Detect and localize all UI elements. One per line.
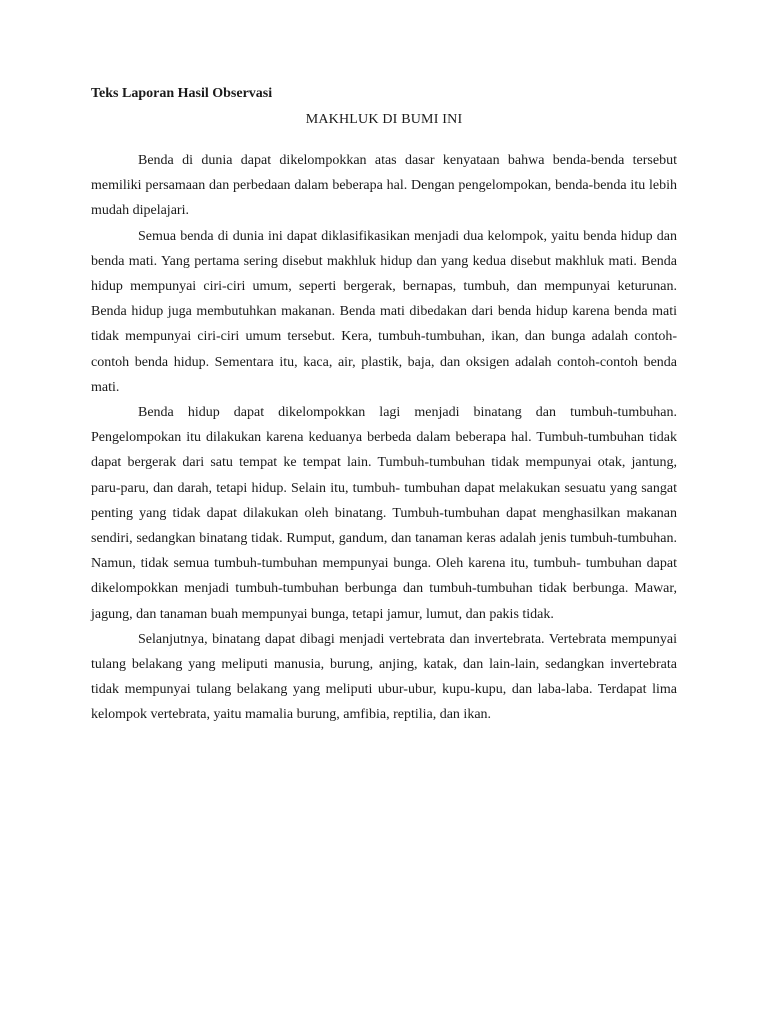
paragraph-2: Semua benda di dunia ini dapat diklasifikasikan menjadi dua kelompok, yaitu benda hidup dan benda mati. Yang pertama sering disebut makhluk hidup dan yang kedua disebut makhluk mati. Benda hidup mempunyai ciri-ciri umum, seperti bergerak, bernapas, tumbuh, dan mempunyai keturunan. Benda hidup juga membutuhkan makanan. Benda mati dibedakan dari benda hidup karena benda mati tidak mempunyai ciri-ciri umum tersebut. Kera, tumbuh-tumbuhan, ikan, dan bunga adalah contoh-contoh benda hidup. Sementara itu, kaca, air, plastik, baja, dan oksigen adalah contoh-contoh benda mati. bbox=[91, 228, 677, 395]
document-title: MAKHLUK DI BUMI INI bbox=[305, 112, 463, 127]
document-body bbox=[91, 84, 677, 728]
paragraph-4: Selanjutnya, binatang dapat dibagi menjadi vertebrata dan invertebrata. Vertebrata mempunyai tulang belakang yang meliputi manusia, burung, anjing, katak, dan lain-lain, sedangkan invertebrata tidak mempunyai tulang belakang yang meliputi ubur-ubur, kupu-kupu, dan laba-laba. Terdapat lima kelompok vertebrata, yaitu mamalia burung, amfibia, reptilia, dan ikan. bbox=[91, 631, 677, 723]
document-label: Teks Laporan Hasil Observasi bbox=[91, 86, 273, 101]
paragraph-1: Benda di dunia dapat dikelompokkan atas dasar kenyataan bahwa benda-benda tersebut memiliki persamaan dan perbedaan dalam beberapa hal. Dengan pengelompokan, benda-benda itu lebih mudah dipelajari. bbox=[91, 153, 677, 219]
paragraph-3: Benda hidup dapat dikelompokkan lagi menjadi binatang dan tumbuh-tumbuhan. Pengelompokan itu dilakukan karena keduanya berbeda dalam beberapa hal. Tumbuh-tumbuhan tidak dapat bergerak dari satu tempat ke tempat lain. Tumbuh-tumbuhan tidak mempunyai otak, jantung, paru-paru, dan darah, tetapi hidup. Selain itu, tumbuh- tumbuhan dapat melakukan sesuatu yang sangat penting yang tidak dapat dilakukan oleh binatang. Tumbuh-tumbuhan dapat menghasilkan makanan sendiri, sedangkan binatang tidak. Rumput, gandum, dan tanaman keras adalah jenis tumbuh-tumbuhan. Namun, tidak semua tumbuh-tumbuhan mempunyai bunga. Oleh karena itu, tumbuh- tumbuhan dapat dikelompokkan menjadi tumbuh-tumbuhan berbunga dan tumbuh-tumbuhan tidak berbunga. Mawar, jagung, dan tanaman buah mempunyai bunga, tetapi jamur, lumut, dan pakis tidak. bbox=[91, 405, 677, 622]
